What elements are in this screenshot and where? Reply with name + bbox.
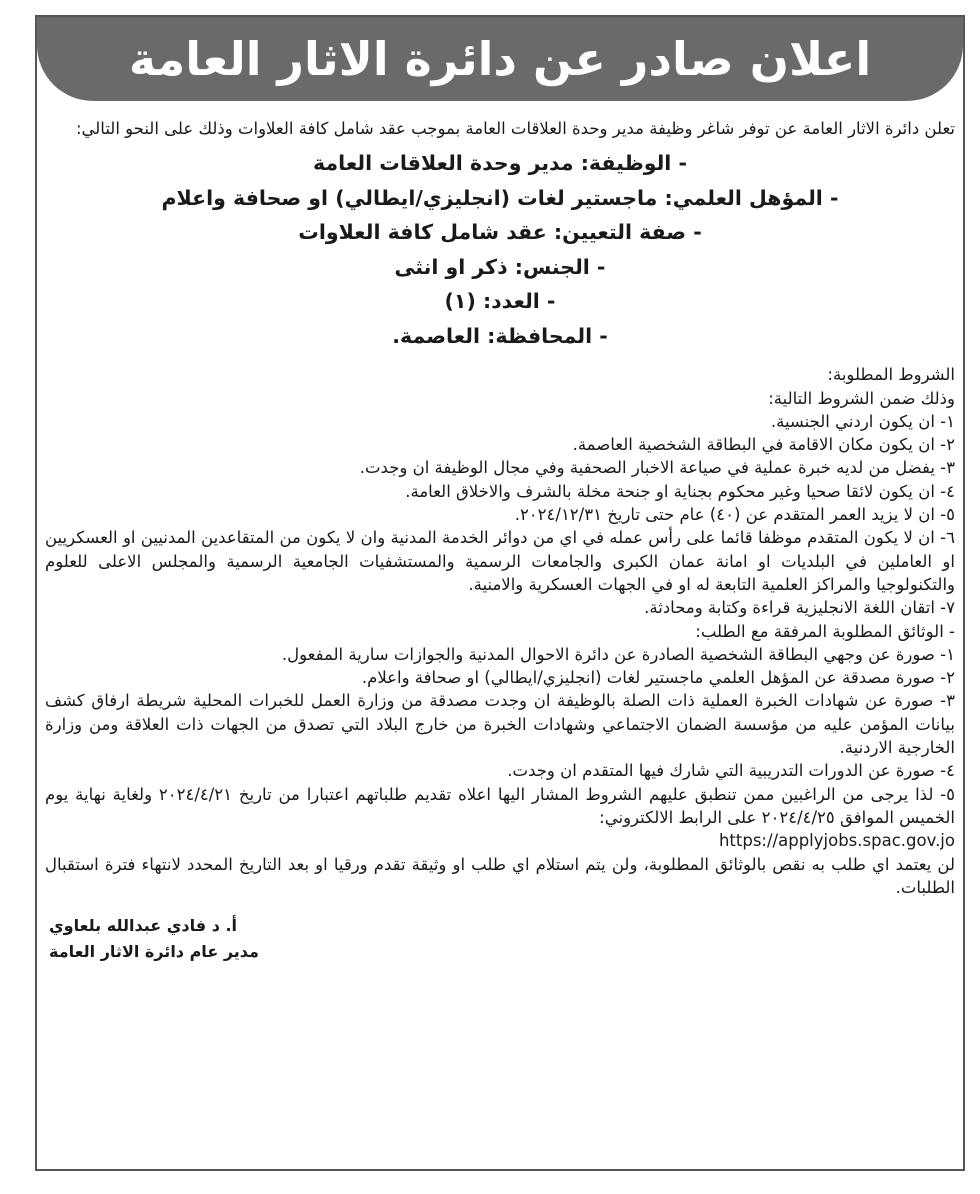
announcement-body <box>45 117 955 965</box>
condition-item: ٣- يفضل من لديه خبرة عملية في صياعة الاخبار الصحفية وفي مجال الوظيفة ان وجدت. <box>359 458 955 478</box>
job-detail-item: - الوظيفة: مدير وحدة العلاقات العامة <box>313 151 687 176</box>
job-detail-item: - صفة التعيين: عقد شامل كافة العلاوات <box>298 220 702 245</box>
job-detail-item: - المؤهل العلمي: ماجستير لغات (انجليزي/ايطالي) او صحافة واعلام <box>161 185 839 210</box>
conditions-heading: الشروط المطلوبة: <box>827 365 955 385</box>
documents-section <box>45 620 955 853</box>
signature-block <box>45 913 955 965</box>
documents-heading: - الوثائق المطلوبة المرفقة مع الطلب: <box>695 621 955 641</box>
job-detail-item: - المحافظة: العاصمة. <box>392 323 608 348</box>
announcement-title: اعلان صادر عن دائرة الاثار العامة <box>128 32 872 86</box>
condition-item: ٧- اتقان اللغة الانجليزية قراءة وكتابة ومحادثة. <box>644 598 955 618</box>
condition-item: ٦- ان لا يكون المتقدم موظفا قائما على رأس عمله في اي من دوائر الخدمة المدنية وان لا يكون من المتقاعدين المدنيين او العسكريين او العاملين في البلديات او امانة عمان الكبرى والجامعات الرسمية والمستشفيات الجامعية الرسمية والمجلس الاعلى للعلوم والتكنولوجيا والمراكز العلمية التابعة له او في الجهات العسكرية والامنية. <box>45 528 955 594</box>
job-detail-item: - العدد: (١) <box>444 289 556 314</box>
application-url-link[interactable]: https://applyjobs.spac.gov.jo <box>718 831 955 851</box>
signatory-name: أ. د فادي عبدالله بلعاوي <box>49 916 238 936</box>
job-details-list <box>45 146 955 353</box>
condition-item: ٥- ان لا يزيد العمر المتقدم عن (٤٠) عام حتى تاريخ ٢٠٢٤/١٢/٣١. <box>514 505 955 525</box>
document-item: ٤- صورة عن الدورات التدريبية التي شارك فيها المتقدم ان وجدت. <box>507 761 955 781</box>
document-item: ٢- صورة مصدقة عن المؤهل العلمي ماجستير لغات (انجليزي/ايطالي) او صحافة واعلام. <box>361 668 955 688</box>
document-item: ١- صورة عن وجهي البطاقة الشخصية الصادرة عن دائرة الاحوال المدنية والجوازات سارية المفعول. <box>281 644 955 664</box>
notice-paragraph: لن يعتمد اي طلب به نقص بالوثائق المطلوبة، ولن يتم استلام اي طلب او وثيقة تقدم ورقيا او بعد التاريخ المحدد لانتهاء فترة استقبال الطلبات. <box>45 854 955 897</box>
condition-item: ١- ان يكون اردني الجنسية. <box>770 411 955 431</box>
signatory-role: مدير عام دائرة الاثار العامة <box>49 942 259 962</box>
conditions-section <box>45 363 955 619</box>
condition-item: ٢- ان يكون مكان الاقامة في البطاقة الشخصية العاصمة. <box>572 435 955 455</box>
condition-item: ٤- ان يكون لائقا صحيا وغير محكوم بجناية او جنحة مخلة بالشرف والاخلاق العامة. <box>405 481 955 501</box>
conditions-subheading: وذلك ضمن الشروط التالية: <box>768 388 955 408</box>
job-detail-item: - الجنس: ذكر او انثى <box>394 254 606 279</box>
document-item: ٣- صورة عن شهادات الخبرة العملية ذات الصلة بالوظيفة ان وجدت مصدقة من وزارة العمل للخبرات المحلية شريطة ارفاق كشف بيانات المؤمن عليه من مؤسسة الضمان الاجتماعي وشهادات الخبرة من خارج البلاد التي تصدق من الجهات ذات العلاقة ومن وزارة الخارجية الاردنية. <box>45 691 955 758</box>
announcement-frame <box>35 15 965 1171</box>
document-item: ٥- لذا يرجى من الراغبين ممن تنطبق عليهم الشروط المشار اليها اعلاه تقديم طلباتهم اعتبارا من تاريخ ٢٠٢٤/٤/٢١ ولغاية نهاية يوم الخميس الموافق ٢٠٢٤/٤/٢٥ على الرابط الالكتروني: <box>45 784 955 827</box>
intro-paragraph: تعلن دائرة الاثار العامة عن توفر شاغر وظيفة مدير وحدة العلاقات العامة بموجب عقد شامل كافة العلاوات وذلك على النحو التالي: <box>75 119 955 138</box>
title-banner <box>37 17 963 101</box>
